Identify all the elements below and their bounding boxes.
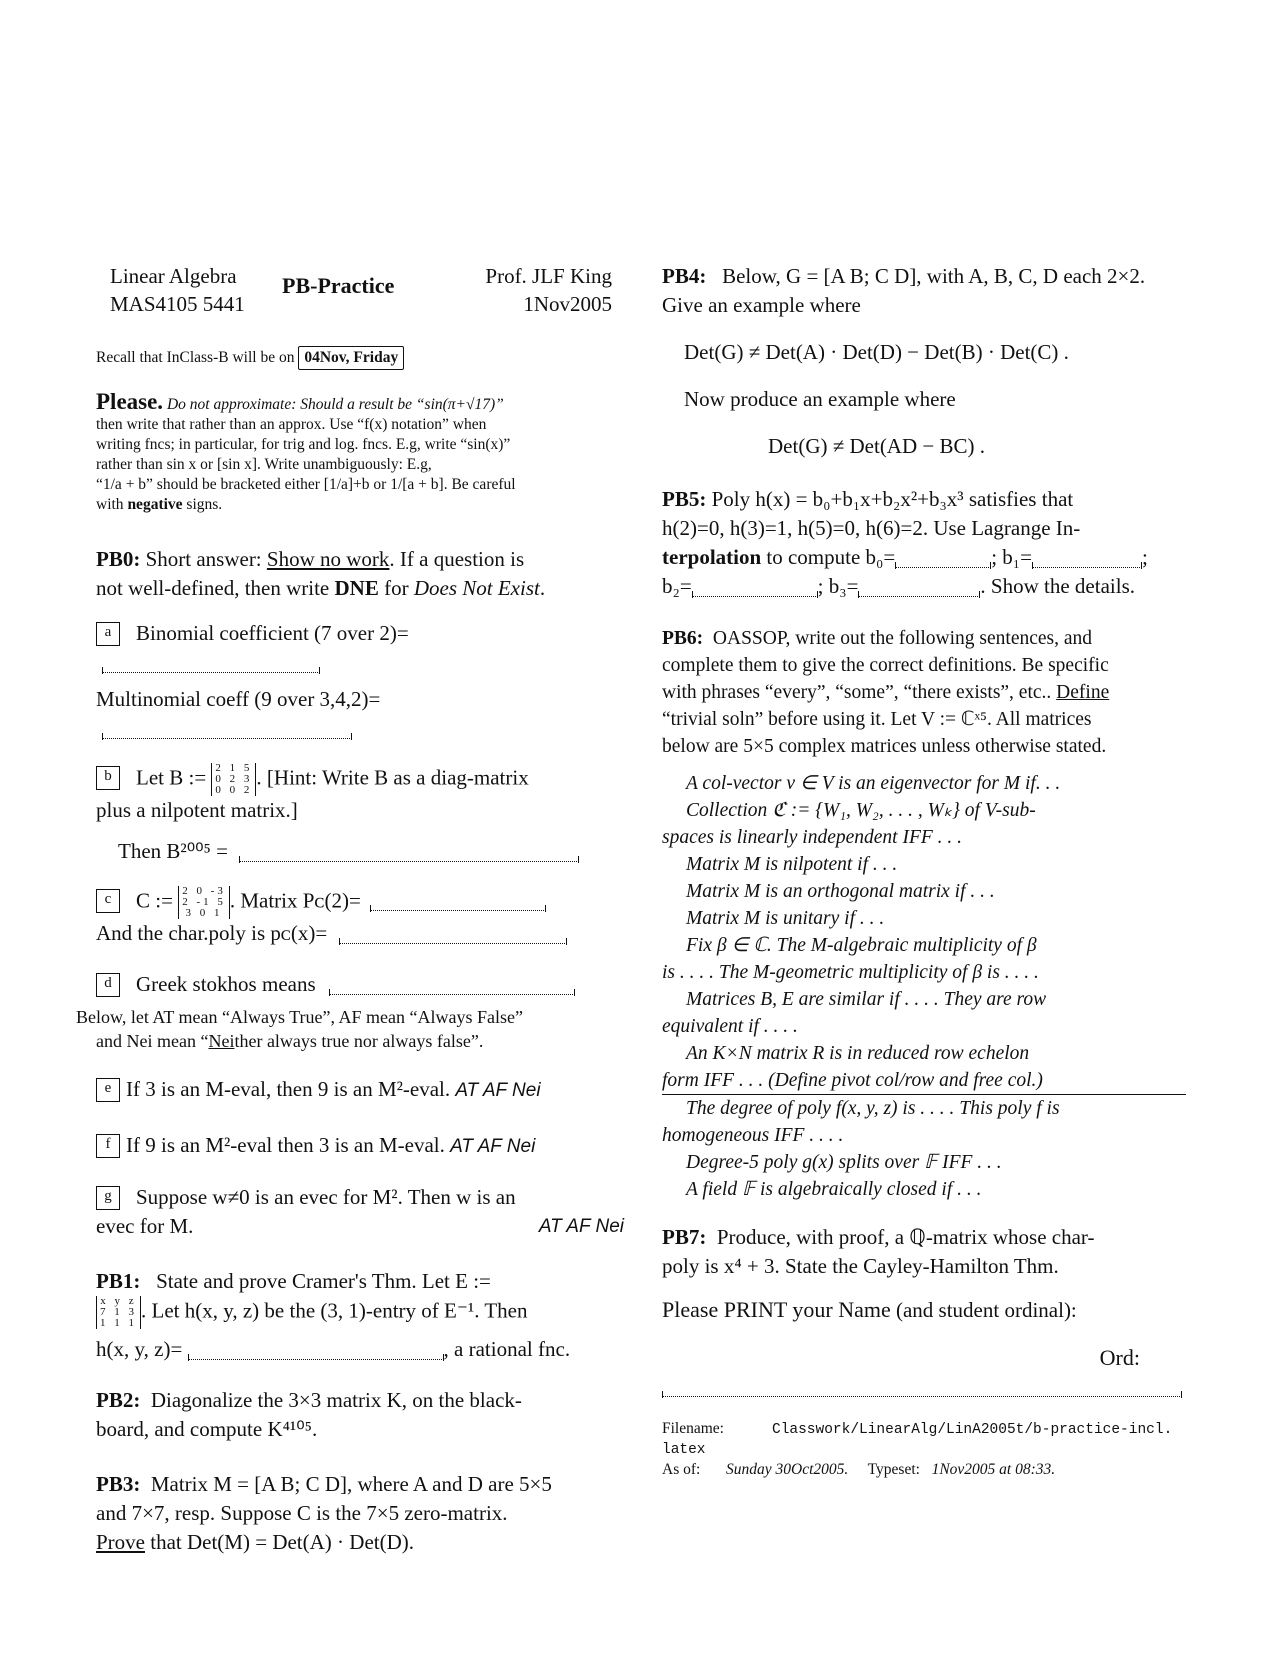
g-choices[interactable]: AT AF Nei [538, 1216, 624, 1237]
pb4-equation-1: Det(G) ≠ Det(A) · Det(D) − Det(B) · Det(C) . [684, 340, 1069, 364]
pb4-heading: PB4: [662, 264, 707, 288]
b1-blank[interactable] [1032, 553, 1142, 568]
b-power-blank[interactable] [239, 847, 579, 862]
typeset-label: Typeset: [867, 1461, 920, 1478]
pb0-g [96, 1183, 624, 1241]
pb6-text-5: below are 5×5 complex matrices unless otherwise stated. [662, 736, 1107, 757]
pb0-dne: DNE [334, 576, 379, 600]
below-legend [76, 1005, 624, 1053]
pb5-interpolation: terpolation [662, 545, 762, 569]
pb7-heading: PB7: [662, 1225, 707, 1249]
pb0-c [96, 886, 624, 948]
pb0-does-not-exist: Does Not Exist [413, 576, 540, 600]
pb2-text-2: board, and compute K⁴¹⁰⁵. [96, 1417, 318, 1441]
pb2-heading: PB2: [96, 1388, 141, 1412]
pb6-heading: PB6: [662, 628, 704, 649]
c-text: C := [136, 888, 173, 913]
typeset: 1Nov2005 at 08:33. [931, 1461, 1056, 1478]
pb3-heading: PB3: [96, 1472, 141, 1496]
name-blank[interactable] [662, 1382, 1182, 1397]
pb6-text-4: “trivial soln” before using it. Let V := ℂˣ⁵. All matrices [662, 709, 1092, 730]
b-hint-2: plus a nilpotent matrix.] [96, 798, 298, 822]
b-power: Then B²⁰⁰⁵ = [118, 839, 228, 863]
pb5-b3-label: ; b₃= [817, 574, 859, 598]
below-legend-2c: ther always true nor always false”. [234, 1031, 484, 1051]
pb6-text-2: complete them to give the correct definitions. Be specific [662, 655, 1109, 676]
pb5-b1-label: ; b₁= [991, 545, 1032, 569]
please-line-5: “1/a + b” should be bracketed either [1/a]+b or 1/[a + b]. Be careful [96, 476, 516, 493]
binomial-text: Binomial coefficient (7 over 2)= [136, 621, 409, 645]
please-paragraph [96, 389, 624, 515]
footer [662, 1419, 1186, 1480]
pb0-f [96, 1131, 624, 1161]
def-unitary: Matrix M is unitary if . . . [686, 908, 885, 929]
pb5-text-4: . Show the details. [980, 574, 1135, 598]
please-line-3: writing fncs; in particular, for trig and log. fncs. E.g, write “sin(x)” [96, 436, 511, 453]
pb3-text-2: and 7×7, resp. Suppose C is the 7×5 zero-matrix. [96, 1501, 508, 1525]
pb0-intro [96, 545, 624, 603]
please-line-6c: signs. [182, 496, 223, 513]
def-degree: The degree of poly f(x, y, z) is . . . . This poly f is [686, 1098, 1060, 1119]
pb3-prove: Prove [96, 1530, 145, 1554]
pb0-intro-c: . If a question is [389, 547, 525, 571]
pb7-text-2: poly is x⁴ + 3. State the Cayley-Hamilton Thm. [662, 1254, 1059, 1278]
pb5-b2-label: b₂= [662, 574, 692, 598]
recall-line [96, 346, 624, 370]
c-matrix-blank[interactable] [370, 896, 546, 911]
name-paren: (and student ordinal): [895, 1298, 1077, 1322]
pb5-b0-label: to compute b₀= [761, 545, 896, 569]
pb1-text-2: . Let h(x, y, z) be the (3, 1)-entry of E⁻¹. Then [141, 1298, 528, 1323]
def-rref-form: form IFF . . . (Define pivot col/row and free col.) [662, 1067, 1186, 1095]
label-c: c [96, 889, 120, 913]
please-line-1: Do not approximate: Should a result be “sin(π+√17)” [166, 396, 504, 413]
asof-label: As of: [662, 1461, 701, 1478]
ordinal-label: Ord: [1099, 1345, 1140, 1370]
def-linear-independence: spaces is linearly independent IFF . . . [662, 827, 963, 848]
f-text: If 9 is an M²-eval then 3 is an M-eval. [126, 1133, 445, 1157]
pb0-intro-f: for [378, 576, 414, 600]
def-collection: Collection ℭ := {W₁, W₂, . . . , Wₖ} of V-sub- [686, 800, 1036, 821]
b-hint: . [Hint: Write B as a diag-matrix [256, 765, 529, 790]
below-legend-1: Below, let AT mean “Always True”, AF mean “Always False” [76, 1007, 523, 1027]
b3-blank[interactable] [858, 582, 980, 597]
pb1-text-3: h(x, y, z)= [96, 1337, 183, 1361]
pb3-text-1: Matrix M = [A B; C D], where A and D are 5×5 [150, 1472, 552, 1496]
pb2-text-1: Diagonalize the 3×3 matrix K, on the black- [150, 1388, 522, 1412]
def-similar: Matrices B, E are similar if . . . . They are row [686, 989, 1047, 1010]
pb0-show-no-work: Show no work [266, 547, 390, 571]
c-charpoly-blank[interactable] [339, 929, 567, 944]
label-g: g [96, 1186, 120, 1210]
label-a: a [96, 622, 120, 646]
pb7-text-1: Produce, with proof, a ℚ-matrix whose char- [716, 1225, 1095, 1249]
pb6-define: Define [1056, 682, 1110, 703]
pb1-text-1: State and prove Cramer's Thm. Let E := [156, 1269, 491, 1293]
def-rref: An K×N matrix R is in reduced row echelon [686, 1043, 1030, 1064]
e-text: If 3 is an M-eval, then 9 is an M²-eval. [126, 1077, 451, 1101]
pb0-e [96, 1075, 624, 1105]
pb0-d [96, 970, 624, 999]
pb5 [662, 485, 1186, 601]
pb3-text-3: that Det(M) = Det(A) · Det(D). [145, 1530, 415, 1554]
e-choices[interactable]: AT AF Nei [455, 1080, 541, 1101]
page-title: PB-Practice [282, 273, 395, 298]
def-algebraically-closed: A field 𝔽 is algebraically closed if . . . [686, 1179, 982, 1200]
matrix-b: 2 1 5 0 2 3 0 0 2 [211, 763, 256, 796]
filename: Classwork/LinearAlg/LinA2005t/b-practice-incl. [772, 1422, 1173, 1438]
filename-label: Filename: [662, 1420, 724, 1437]
pb6-text-1: OASSOP, write out the following sentences, and [712, 628, 1093, 649]
pb1-answer-blank[interactable] [188, 1345, 444, 1360]
c-charpoly: And the char.poly is pᴄ(x)= [96, 921, 328, 945]
b0-blank[interactable] [895, 553, 991, 568]
below-legend-nei: Nei [208, 1031, 235, 1051]
left-column [76, 262, 624, 1557]
def-algebraic-multiplicity: Fix β ∈ ℂ. The M-algebraic multiplicity of β [686, 935, 1037, 956]
pb1-text-4: , a rational fnc. [443, 1337, 571, 1361]
pb6 [662, 625, 1186, 1203]
pb5-heading: PB5: [662, 487, 707, 511]
pb4-text-3: Now produce an example where [684, 387, 956, 411]
recall-text: Recall that InClass-B will be on [96, 349, 295, 366]
pb2 [96, 1386, 624, 1444]
please-line-4: rather than sin x or [sin x]. Write unambiguously: E.g, [96, 456, 432, 473]
pb0-intro-h: . [539, 576, 546, 600]
g-text-2: evec for M. [96, 1214, 194, 1238]
pb0-intro-a: Short answer: [140, 547, 267, 571]
asof: Sunday 30Oct2005. [726, 1461, 849, 1478]
matrix-c: 2 0 -3 2 -1 5 3 0 1 [178, 886, 230, 919]
pb4-equation-2: Det(G) ≠ Det(AD − BC) . [768, 434, 985, 458]
def-eigenvector: A col-vector v ∈ V is an eigenvector for M if. . . [686, 773, 1061, 794]
header [96, 262, 624, 322]
course-number: MAS4105 5441 [110, 292, 245, 316]
def-splits: Degree-5 poly g(x) splits over 𝔽 IFF . . . [686, 1152, 1002, 1173]
pb4 [662, 262, 1186, 461]
g-text: Suppose w≠0 is an evec for M². Then w is an [136, 1185, 516, 1209]
pb1 [96, 1267, 624, 1364]
pb0-intro-d: not well-defined, then write [96, 576, 335, 600]
pb1-heading: PB1: [96, 1269, 141, 1293]
inclass-date-box: 04Nov, Friday [298, 346, 404, 370]
d-text: Greek stokhos means [136, 972, 316, 996]
pb5-semicolon: ; [1141, 545, 1148, 569]
pb4-text-2: Give an example where [662, 293, 861, 317]
pb0-heading: PB0: [96, 547, 141, 571]
label-d: d [96, 973, 120, 997]
f-choices[interactable]: AT AF Nei [450, 1136, 536, 1157]
name-section [662, 1295, 1186, 1401]
label-f: f [96, 1134, 120, 1158]
definitions-list [662, 770, 1186, 1203]
c-matrix-p: . Matrix Pᴄ(2)= [229, 888, 361, 913]
b-text: Let B := [136, 765, 207, 790]
course-name: Linear Algebra [110, 264, 237, 288]
pb0-b [96, 763, 624, 866]
def-row-equivalent: equivalent if . . . . [662, 1016, 798, 1037]
right-column [662, 262, 1186, 1480]
label-e: e [96, 1078, 120, 1102]
def-homogeneous: homogeneous IFF . . . . [662, 1125, 844, 1146]
pb5-text-2: h(2)=0, h(3)=1, h(5)=0, h(6)=2. Use Lagrange In- [662, 516, 1081, 540]
please-lead: Please. [96, 389, 164, 414]
pb7 [662, 1223, 1186, 1281]
prof-name: Prof. JLF King [485, 264, 612, 288]
label-b: b [96, 766, 120, 790]
pb3 [96, 1470, 624, 1557]
please-line-6a: with [96, 496, 128, 513]
binomial-answer-blank[interactable] [102, 658, 320, 673]
below-legend-2a: and Nei mean “ [96, 1031, 209, 1051]
multinomial-text: Multinomial coeff (9 over 3,4,2)= [96, 687, 381, 711]
please-line-2: then write that rather than an approx. Use “f(x) notation” when [96, 416, 487, 433]
pb0-a [96, 619, 624, 743]
header-date: 1Nov2005 [523, 292, 612, 316]
def-geometric-multiplicity: is . . . . The M-geometric multiplicity of β is . . . . [662, 962, 1039, 983]
multinomial-answer-blank[interactable] [102, 724, 352, 739]
please-negative: negative [127, 496, 183, 513]
matrix-e: x y z 7 1 3 1 1 1 [96, 1296, 141, 1329]
filename-2: latex [662, 1442, 706, 1458]
b2-blank[interactable] [692, 582, 818, 597]
def-orthogonal: Matrix M is an orthogonal matrix if . . . [686, 881, 995, 902]
def-nilpotent: Matrix M is nilpotent if . . . [686, 854, 898, 875]
pb6-text-3: with phrases “every”, “some”, “there exists”, etc.. [662, 682, 1052, 703]
name-prompt: Please PRINT your Name [662, 1297, 891, 1322]
d-answer-blank[interactable] [329, 980, 575, 995]
pb5-text-1: Poly h(x) = b₀+b₁x+b₂x²+b₃x³ satisfies that [711, 487, 1074, 511]
pb4-text-1: Below, G = [A B; C D], with A, B, C, D each 2×2. [722, 264, 1146, 288]
